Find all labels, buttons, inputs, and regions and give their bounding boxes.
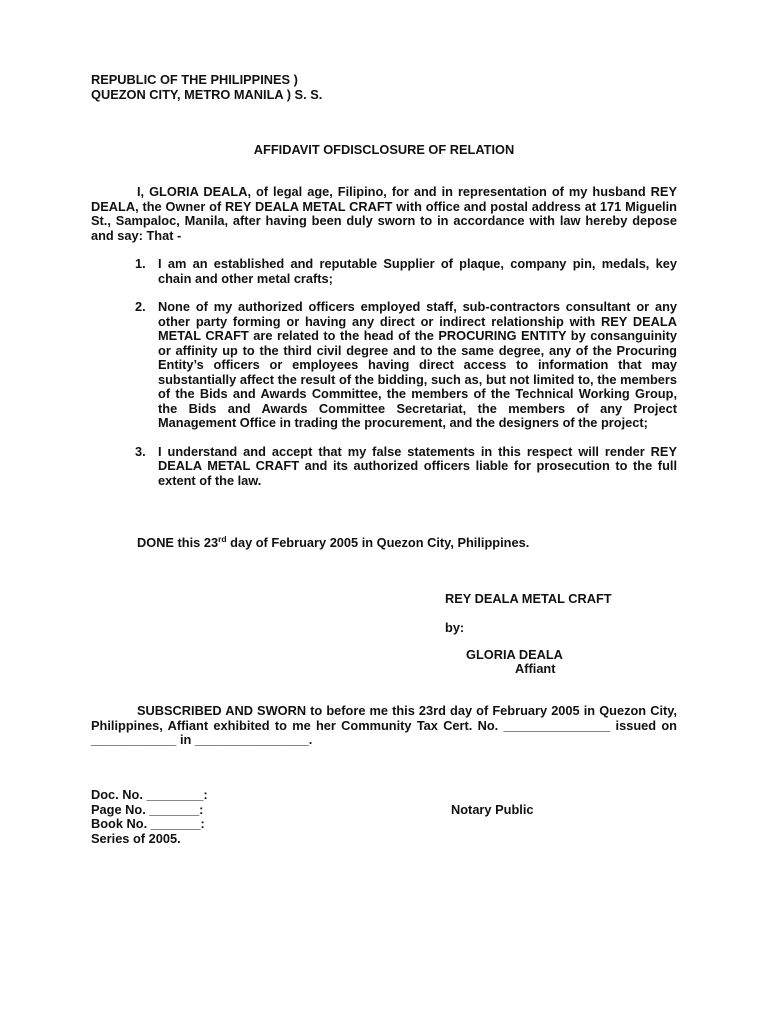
notarial-register — [91, 788, 208, 846]
book-number: Book No. _______: — [91, 816, 205, 831]
list-item — [91, 445, 677, 489]
done-statement — [137, 536, 529, 551]
item-number: 2. — [135, 299, 146, 314]
item-number: 3. — [135, 443, 146, 459]
done-ordinal-suffix: rd — [218, 534, 227, 544]
page-number: Page No. _______: — [91, 801, 204, 817]
doc-number: Doc. No. ________: — [91, 787, 208, 802]
intro-paragraph: I, GLORIA DEALA, of legal age, Filipino, for and in representation of my husband REY DEALA, the Owner of REY DEALA METAL CRAFT with office and postal address at 171 Miguelin St., Sampaloc, Manila, after having been duly sworn to in accordance with law hereby depose and say: That - — [91, 184, 677, 243]
venue-line-1: REPUBLIC OF THE PHILIPPINES ) — [91, 72, 298, 87]
done-prefix: DONE this 23 — [137, 535, 219, 550]
item-text: I understand and accept that my false statements in this respect will render REY DEALA METAL CRAFT and its authorized officers liable for prosecution to the full extent of the law. — [158, 443, 677, 488]
done-suffix: day of February 2005 in Quezon City, Philippines. — [226, 535, 530, 550]
signature-company: REY DEALA METAL CRAFT — [445, 591, 612, 606]
statement-list — [91, 257, 677, 502]
item-number: 1. — [135, 256, 146, 271]
notary-public-label: Notary Public — [451, 802, 534, 817]
affiant-name: GLORIA DEALA — [466, 647, 563, 662]
item-text: None of my authorized officers employed staff, sub-contractors consultant or any other party forming or having any direct or indirect relationship with REY DEALA METAL CRAFT are related to the head of the PROCURING ENTITY by consanguinity or affinity up to the third civil degree and to the same degree, any of the Procuring Entity’s officers or employees having direct access to information that may substantially affect the result of the bidding, such as, but not limited to, the members of the Bids and Awards Committee, the members of the Technical Working Group, the Bids and Awards Committee Secretariat, the members of any Project Management Office in trading the procurement, and the designers of the project; — [158, 299, 677, 430]
document-title: AFFIDAVIT OFDISCLOSURE OF RELATION — [253, 142, 515, 157]
signature-by: by: — [445, 620, 465, 635]
item-text: I am an established and reputable Supplier of plaque, company pin, medals, key chain and other metal crafts; — [158, 256, 677, 286]
venue-line-2: QUEZON CITY, METRO MANILA ) S. S. — [91, 86, 323, 102]
list-item — [91, 300, 677, 431]
jurat-paragraph: SUBSCRIBED AND SWORN to before me this 23rd day of February 2005 in Quezon City, Philippines, Affiant exhibited to me her Community Tax Cert. No. _______________ issued on ____________ in ________________. — [91, 703, 677, 747]
venue-header — [91, 73, 322, 102]
series-year: Series of 2005. — [91, 830, 181, 846]
affiant-role: Affiant — [515, 661, 556, 676]
list-item — [91, 257, 677, 286]
